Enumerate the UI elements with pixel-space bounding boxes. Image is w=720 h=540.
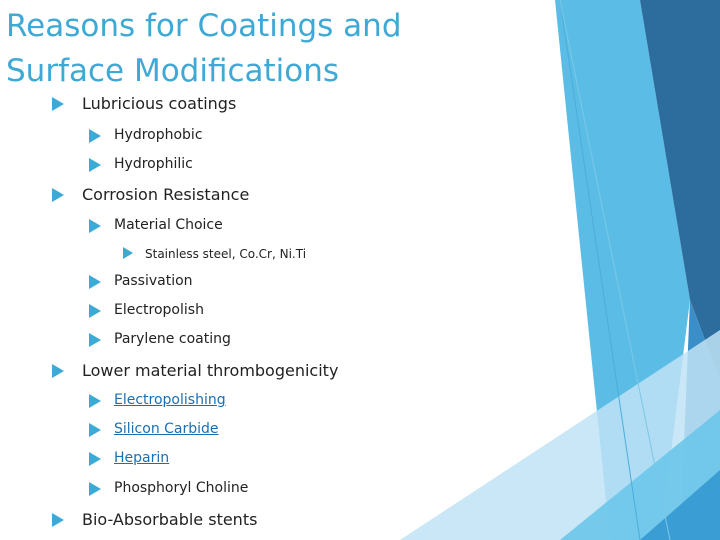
bullet-text: Material Choice xyxy=(114,217,223,233)
bullet-marker-icon xyxy=(89,333,101,347)
bullet-marker-icon xyxy=(123,247,133,259)
bullet-text: Electropolish xyxy=(114,302,204,318)
bullet-marker-icon xyxy=(89,129,101,143)
bullet-marker-icon xyxy=(89,482,101,496)
bullet-text: Corrosion Resistance xyxy=(82,185,250,204)
title-line-1: Reasons for Coatings and xyxy=(6,8,402,44)
bullet-text: Hydrophobic xyxy=(114,127,203,143)
bullet-marker-icon xyxy=(89,304,101,318)
bullet-text: Passivation xyxy=(114,273,193,289)
bullet-marker-icon xyxy=(52,188,64,202)
silicon-carbide-link[interactable]: Silicon Carbide xyxy=(114,421,219,437)
bullet-marker-icon xyxy=(89,394,101,408)
bullet-text: Parylene coating xyxy=(114,331,231,347)
slide-title xyxy=(6,4,526,94)
bullet-marker-icon xyxy=(52,364,64,378)
bullet-marker-icon xyxy=(52,97,64,111)
bullet-marker-icon xyxy=(89,275,101,289)
electropolishing-link[interactable]: Electropolishing xyxy=(114,392,226,408)
bullet-text: Phosphoryl Choline xyxy=(114,480,249,496)
bullet-marker-icon xyxy=(89,452,101,466)
heparin-link[interactable]: Heparin xyxy=(114,450,170,466)
bullet-text: Bio-Absorbable stents xyxy=(82,510,258,529)
bullet-marker-icon xyxy=(89,158,101,172)
bullet-marker-icon xyxy=(89,423,101,437)
bullet-text: Lower material thrombogenicity xyxy=(82,361,339,380)
bullet-marker-icon xyxy=(52,513,64,527)
title-line-2: Surface Modifications xyxy=(6,53,340,89)
bullet-text: Hydrophilic xyxy=(114,156,193,172)
bullet-text: Stainless steel, Co.Cr, Ni.Ti xyxy=(145,247,307,261)
bullet-text: Lubricious coatings xyxy=(82,94,237,113)
bullet-marker-icon xyxy=(89,219,101,233)
